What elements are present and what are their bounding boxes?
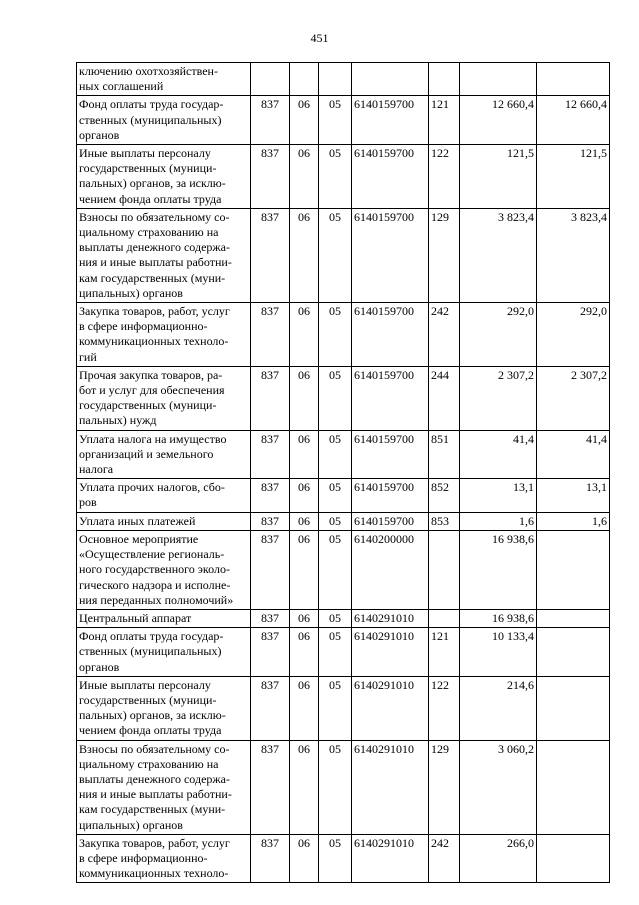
item-name-line: кам государственных (муни- [79, 270, 226, 285]
expense-type-cell [429, 609, 460, 627]
item-name-line: циальному страхованию на [79, 225, 219, 240]
item-name-cell [77, 834, 251, 883]
item-name-line: бот и услуг для обеспечения [79, 383, 225, 398]
amount-cell: 12 660,4 [460, 96, 537, 145]
expense-type-cell: 122 [429, 676, 460, 740]
table-row [77, 303, 610, 367]
target-article-cell: 6140291010 [352, 834, 429, 883]
amount-cell [537, 676, 610, 740]
subsection-code-cell: 05 [319, 479, 352, 512]
expense-type-cell: 242 [429, 834, 460, 883]
subsection-code-cell: 05 [319, 676, 352, 740]
item-name-cell [77, 530, 251, 609]
item-name-line: пальных) органов, за исклю- [79, 176, 226, 191]
subsection-code-cell: 05 [319, 145, 352, 209]
amount-cell: 266,0 [460, 834, 537, 883]
item-name-line: Фонд оплаты труда государ- [79, 629, 224, 644]
item-name-cell [77, 208, 251, 302]
ministry-code-cell: 837 [251, 145, 290, 209]
item-name-line: государственных (муници- [79, 161, 217, 176]
table-row [77, 834, 610, 883]
ministry-code-cell: 837 [251, 530, 290, 609]
section-code-cell: 06 [290, 740, 319, 834]
target-article-cell: 6140291010 [352, 676, 429, 740]
amount-cell: 16 938,6 [460, 530, 537, 609]
item-name-line: Взносы по обязательному со- [79, 209, 230, 224]
section-code-cell: 06 [290, 530, 319, 609]
budget-table [76, 62, 610, 883]
section-code-cell: 06 [290, 366, 319, 430]
ministry-code-cell: 837 [251, 430, 290, 479]
expense-type-cell: 853 [429, 512, 460, 530]
ministry-code-cell: 837 [251, 609, 290, 627]
item-name-line: ров [79, 495, 97, 510]
amount-cell: 13,1 [537, 479, 610, 512]
table-row [77, 479, 610, 512]
item-name-cell [77, 96, 251, 145]
target-article-cell: 6140200000 [352, 530, 429, 609]
item-name-cell [77, 430, 251, 479]
item-name-line: органов [79, 127, 120, 142]
ministry-code-cell [251, 63, 290, 96]
item-name-line: ния переданных полномочий» [79, 592, 234, 607]
item-name-line: Закупка товаров, работ, услуг [79, 835, 230, 850]
item-name-cell [77, 676, 251, 740]
expense-type-cell: 244 [429, 366, 460, 430]
section-code-cell [290, 63, 319, 96]
item-name-line: ственных (муниципальных) [79, 112, 222, 127]
target-article-cell: 6140159700 [352, 479, 429, 512]
item-name-line: пальных) органов, за исклю- [79, 708, 226, 723]
table-row [77, 676, 610, 740]
ministry-code-cell: 837 [251, 303, 290, 367]
subsection-code-cell: 05 [319, 430, 352, 479]
item-name-cell [77, 63, 251, 96]
table-row [77, 740, 610, 834]
ministry-code-cell: 837 [251, 676, 290, 740]
item-name-line: Взносы по обязательному со- [79, 741, 230, 756]
amount-cell [537, 628, 610, 677]
amount-cell [537, 740, 610, 834]
table-body [77, 63, 610, 883]
amount-cell: 121,5 [460, 145, 537, 209]
section-code-cell: 06 [290, 303, 319, 367]
item-name-line: коммуникационных техноло- [79, 866, 229, 881]
ministry-code-cell: 837 [251, 479, 290, 512]
amount-cell: 292,0 [537, 303, 610, 367]
amount-cell [537, 834, 610, 883]
amount-cell: 12 660,4 [537, 96, 610, 145]
item-name-cell [77, 609, 251, 627]
item-name-cell [77, 512, 251, 530]
item-name-line: гий [79, 349, 97, 364]
item-name-line: Иные выплаты персоналу [79, 146, 211, 161]
expense-type-cell: 121 [429, 96, 460, 145]
subsection-code-cell: 05 [319, 834, 352, 883]
item-name-line: Основное мероприятие [79, 531, 199, 546]
item-name-line: ственных (муниципальных) [79, 644, 222, 659]
item-name-line: Уплата прочих налогов, сбо- [79, 480, 225, 495]
target-article-cell: 6140291010 [352, 628, 429, 677]
amount-cell: 41,4 [460, 430, 537, 479]
target-article-cell: 6140159700 [352, 512, 429, 530]
expense-type-cell: 121 [429, 628, 460, 677]
subsection-code-cell: 05 [319, 530, 352, 609]
amount-cell: 292,0 [460, 303, 537, 367]
item-name-line: чением фонда оплаты труда [79, 723, 222, 738]
page-number: 451 [310, 31, 329, 45]
table-row [77, 145, 610, 209]
table-row [77, 530, 610, 609]
ministry-code-cell: 837 [251, 628, 290, 677]
item-name-line: ния и иные выплаты работни- [79, 787, 232, 802]
table-row [77, 609, 610, 627]
item-name-line: ципальных) органов [79, 817, 183, 832]
item-name-line: органов [79, 659, 120, 674]
subsection-code-cell [319, 63, 352, 96]
item-name-line: в сфере информационно- [79, 319, 208, 334]
expense-type-cell [429, 63, 460, 96]
item-name-line: государственных (муници- [79, 692, 217, 707]
item-name-line: чением фонда оплаты труда [79, 191, 222, 206]
expense-type-cell: 851 [429, 430, 460, 479]
item-name-line: выплаты денежного содержа- [79, 240, 231, 255]
item-name-line: в сфере информационно- [79, 850, 208, 865]
target-article-cell: 6140159700 [352, 96, 429, 145]
section-code-cell: 06 [290, 208, 319, 302]
ministry-code-cell: 837 [251, 208, 290, 302]
item-name-cell [77, 366, 251, 430]
target-article-cell: 6140159700 [352, 366, 429, 430]
section-code-cell: 06 [290, 512, 319, 530]
item-name-line: ключению охотхозяйствен- [79, 64, 218, 78]
amount-cell: 13,1 [460, 479, 537, 512]
expense-type-cell [429, 530, 460, 609]
item-name-line: коммуникационных техноло- [79, 334, 229, 349]
subsection-code-cell: 05 [319, 628, 352, 677]
target-article-cell: 6140291010 [352, 609, 429, 627]
item-name-line: циальному страхованию на [79, 756, 219, 771]
section-code-cell: 06 [290, 479, 319, 512]
item-name-line: Закупка товаров, работ, услуг [79, 304, 230, 319]
item-name-line: Фонд оплаты труда государ- [79, 97, 224, 112]
item-name-line: «Осуществление региональ- [79, 547, 225, 562]
item-name-cell [77, 628, 251, 677]
amount-cell: 41,4 [537, 430, 610, 479]
item-name-line: ципальных) органов [79, 285, 183, 300]
amount-cell: 2 307,2 [460, 366, 537, 430]
item-name-line: Уплата иных платежей [79, 513, 196, 528]
amount-cell [537, 609, 610, 627]
amount-cell [460, 63, 537, 96]
section-code-cell: 06 [290, 430, 319, 479]
ministry-code-cell: 837 [251, 834, 290, 883]
item-name-line: Иные выплаты персоналу [79, 677, 211, 692]
item-name-line: гического надзора и исполне- [79, 577, 231, 592]
amount-cell: 3 060,2 [460, 740, 537, 834]
table-row [77, 208, 610, 302]
item-name-line: государственных (муници- [79, 398, 217, 413]
item-name-line: кам государственных (муни- [79, 802, 226, 817]
table-row [77, 628, 610, 677]
amount-cell: 214,6 [460, 676, 537, 740]
item-name-line: налога [79, 462, 114, 477]
amount-cell: 121,5 [537, 145, 610, 209]
target-article-cell [352, 63, 429, 96]
section-code-cell: 06 [290, 834, 319, 883]
target-article-cell: 6140159700 [352, 145, 429, 209]
expense-type-cell: 242 [429, 303, 460, 367]
subsection-code-cell: 05 [319, 208, 352, 302]
expense-type-cell: 122 [429, 145, 460, 209]
section-code-cell: 06 [290, 145, 319, 209]
table-row [77, 512, 610, 530]
table-row [77, 96, 610, 145]
subsection-code-cell: 05 [319, 512, 352, 530]
ministry-code-cell: 837 [251, 96, 290, 145]
section-code-cell: 06 [290, 628, 319, 677]
amount-cell: 1,6 [537, 512, 610, 530]
subsection-code-cell: 05 [319, 303, 352, 367]
item-name-cell [77, 740, 251, 834]
amount-cell [537, 63, 610, 96]
subsection-code-cell: 05 [319, 609, 352, 627]
item-name-cell [77, 479, 251, 512]
item-name-line: выплаты денежного содержа- [79, 771, 231, 786]
item-name-line: ния и иные выплаты работни- [79, 255, 232, 270]
table-row [77, 63, 610, 96]
subsection-code-cell: 05 [319, 740, 352, 834]
target-article-cell: 6140159700 [352, 303, 429, 367]
amount-cell [537, 530, 610, 609]
item-name-line: Прочая закупка товаров, ра- [79, 367, 223, 382]
expense-type-cell: 129 [429, 208, 460, 302]
ministry-code-cell: 837 [251, 740, 290, 834]
amount-cell: 1,6 [460, 512, 537, 530]
subsection-code-cell: 05 [319, 366, 352, 430]
amount-cell: 3 823,4 [460, 208, 537, 302]
item-name-line: Уплата налога на имущество [79, 431, 227, 446]
table-row [77, 430, 610, 479]
section-code-cell: 06 [290, 676, 319, 740]
item-name-line: Центральный аппарат [79, 610, 192, 625]
item-name-line: ного государственного эколо- [79, 562, 230, 577]
amount-cell: 2 307,2 [537, 366, 610, 430]
target-article-cell: 6140291010 [352, 740, 429, 834]
item-name-cell [77, 303, 251, 367]
amount-cell: 16 938,6 [460, 609, 537, 627]
ministry-code-cell: 837 [251, 366, 290, 430]
target-article-cell: 6140159700 [352, 208, 429, 302]
item-name-line: организаций и земельного [79, 446, 214, 461]
subsection-code-cell: 05 [319, 96, 352, 145]
section-code-cell: 06 [290, 96, 319, 145]
table-row [77, 366, 610, 430]
expense-type-cell: 852 [429, 479, 460, 512]
ministry-code-cell: 837 [251, 512, 290, 530]
item-name-cell [77, 145, 251, 209]
item-name-line: пальных) нужд [79, 413, 157, 428]
section-code-cell: 06 [290, 609, 319, 627]
item-name-line: ных соглашений [79, 79, 164, 94]
target-article-cell: 6140159700 [352, 430, 429, 479]
expense-type-cell: 129 [429, 740, 460, 834]
amount-cell: 3 823,4 [537, 208, 610, 302]
amount-cell: 10 133,4 [460, 628, 537, 677]
